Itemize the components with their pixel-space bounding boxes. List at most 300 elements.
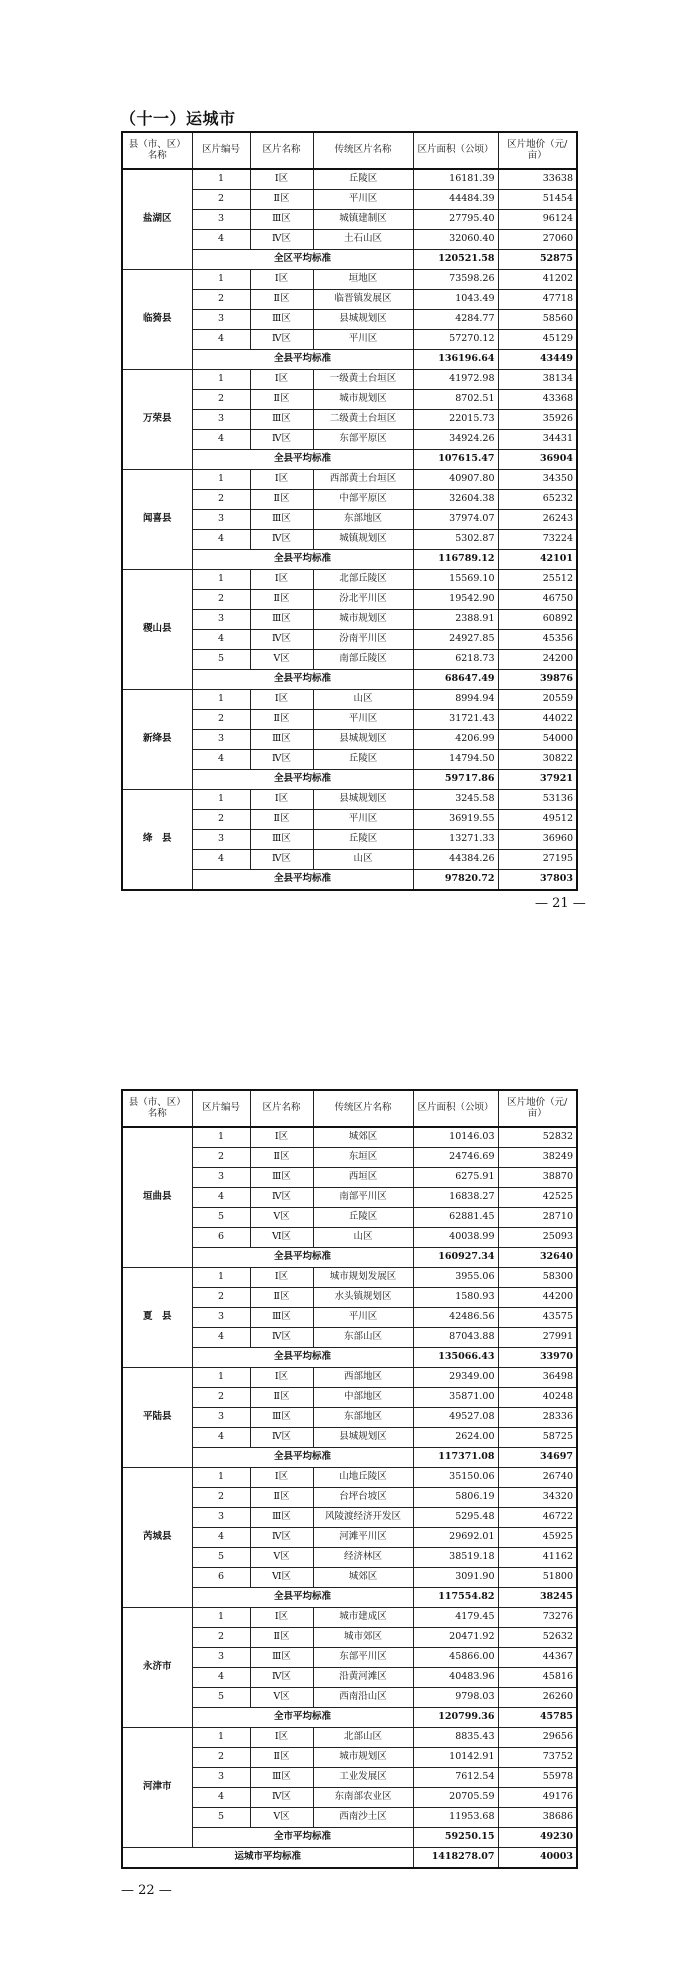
average-label: 全区平均标准 bbox=[192, 250, 413, 270]
zone-price: 35926 bbox=[498, 410, 577, 430]
zone-name: Ⅴ区 bbox=[250, 1808, 313, 1828]
zone-price: 58560 bbox=[498, 310, 577, 330]
average-price: 34697 bbox=[498, 1448, 577, 1468]
zone-name: Ⅳ区 bbox=[250, 1788, 313, 1808]
zone-number: 3 bbox=[192, 1508, 250, 1528]
zone-number: 2 bbox=[192, 390, 250, 410]
zone-name: Ⅱ区 bbox=[250, 490, 313, 510]
traditional-zone-name: 汾北平川区 bbox=[313, 590, 413, 610]
zone-price: 73752 bbox=[498, 1748, 577, 1768]
table-row bbox=[122, 570, 577, 590]
zone-number: 3 bbox=[192, 510, 250, 530]
zone-price: 38686 bbox=[498, 1808, 577, 1828]
zone-price: 28710 bbox=[498, 1208, 577, 1228]
traditional-zone-name: 北部山区 bbox=[313, 1728, 413, 1748]
zone-number: 3 bbox=[192, 310, 250, 330]
zone-price: 27060 bbox=[498, 230, 577, 250]
traditional-zone-name: 一级黄土台垣区 bbox=[313, 370, 413, 390]
zone-name: Ⅱ区 bbox=[250, 1748, 313, 1768]
average-price: 49230 bbox=[498, 1828, 577, 1848]
zone-area: 7612.54 bbox=[413, 1768, 498, 1788]
zone-area: 20705.59 bbox=[413, 1788, 498, 1808]
zone-price: 58300 bbox=[498, 1268, 577, 1288]
traditional-zone-name: 县城规划区 bbox=[313, 790, 413, 810]
zone-price: 20559 bbox=[498, 690, 577, 710]
traditional-zone-name: 城镇建制区 bbox=[313, 210, 413, 230]
zone-price: 73224 bbox=[498, 530, 577, 550]
traditional-zone-name: 县城规划区 bbox=[313, 730, 413, 750]
zone-price: 51800 bbox=[498, 1568, 577, 1588]
table-row bbox=[122, 1608, 577, 1628]
county-name: 垣曲县 bbox=[122, 1127, 192, 1268]
zone-number: 1 bbox=[192, 1728, 250, 1748]
average-price: 33970 bbox=[498, 1348, 577, 1368]
table-row bbox=[122, 470, 577, 490]
table-row bbox=[122, 1368, 577, 1388]
traditional-zone-name: 丘陵区 bbox=[313, 1208, 413, 1228]
zone-area: 5806.19 bbox=[413, 1488, 498, 1508]
traditional-zone-name: 西南沿山区 bbox=[313, 1688, 413, 1708]
zone-price: 44200 bbox=[498, 1288, 577, 1308]
traditional-zone-name: 水头镇规划区 bbox=[313, 1288, 413, 1308]
zone-area: 41972.98 bbox=[413, 370, 498, 390]
zone-price: 41202 bbox=[498, 270, 577, 290]
zone-price: 51454 bbox=[498, 190, 577, 210]
zone-number: 4 bbox=[192, 630, 250, 650]
traditional-zone-name: 平川区 bbox=[313, 1308, 413, 1328]
zone-number: 2 bbox=[192, 1628, 250, 1648]
average-area: 117371.08 bbox=[413, 1448, 498, 1468]
zone-number: 1 bbox=[192, 1608, 250, 1628]
zone-name: Ⅳ区 bbox=[250, 1528, 313, 1548]
zone-name: Ⅲ区 bbox=[250, 1768, 313, 1788]
zone-name: Ⅱ区 bbox=[250, 290, 313, 310]
zone-name: Ⅳ区 bbox=[250, 530, 313, 550]
header-county: 县（市、区）名称 bbox=[122, 1090, 192, 1127]
county-name: 夏 县 bbox=[122, 1268, 192, 1368]
table-header-row bbox=[122, 1090, 577, 1127]
zone-number: 4 bbox=[192, 530, 250, 550]
traditional-zone-name: 平川区 bbox=[313, 330, 413, 350]
zone-price: 33638 bbox=[498, 169, 577, 190]
zone-name: Ⅱ区 bbox=[250, 590, 313, 610]
traditional-zone-name: 城市郊区 bbox=[313, 1628, 413, 1648]
county-name: 平陆县 bbox=[122, 1368, 192, 1468]
traditional-zone-name: 二级黄土台垣区 bbox=[313, 410, 413, 430]
zone-area: 40038.99 bbox=[413, 1228, 498, 1248]
zone-area: 19542.90 bbox=[413, 590, 498, 610]
average-label: 全县平均标准 bbox=[192, 1248, 413, 1268]
zone-area: 3245.58 bbox=[413, 790, 498, 810]
zone-price: 26260 bbox=[498, 1688, 577, 1708]
zone-price: 38870 bbox=[498, 1168, 577, 1188]
zone-name: Ⅰ区 bbox=[250, 1127, 313, 1148]
traditional-zone-name: 风陵渡经济开发区 bbox=[313, 1508, 413, 1528]
zone-area: 6218.73 bbox=[413, 650, 498, 670]
traditional-zone-name: 城市规划区 bbox=[313, 1748, 413, 1768]
traditional-zone-name: 临晋镇发展区 bbox=[313, 290, 413, 310]
average-label: 全市平均标准 bbox=[192, 1708, 413, 1728]
zone-name: Ⅳ区 bbox=[250, 630, 313, 650]
traditional-zone-name: 丘陵区 bbox=[313, 830, 413, 850]
zone-area: 14794.50 bbox=[413, 750, 498, 770]
zone-price: 49512 bbox=[498, 810, 577, 830]
zone-number: 2 bbox=[192, 290, 250, 310]
county-name: 盐湖区 bbox=[122, 169, 192, 270]
traditional-zone-name: 山区 bbox=[313, 850, 413, 870]
zone-name: Ⅳ区 bbox=[250, 1328, 313, 1348]
traditional-zone-name: 东部平川区 bbox=[313, 1648, 413, 1668]
zone-name: Ⅳ区 bbox=[250, 1188, 313, 1208]
zone-price: 43368 bbox=[498, 390, 577, 410]
zone-name: Ⅲ区 bbox=[250, 1168, 313, 1188]
zone-name: Ⅰ区 bbox=[250, 1368, 313, 1388]
traditional-zone-name: 县城规划区 bbox=[313, 310, 413, 330]
zone-name: Ⅱ区 bbox=[250, 810, 313, 830]
average-area: 59250.15 bbox=[413, 1828, 498, 1848]
average-area: 136196.64 bbox=[413, 350, 498, 370]
zone-area: 44484.39 bbox=[413, 190, 498, 210]
traditional-zone-name: 平川区 bbox=[313, 190, 413, 210]
traditional-zone-name: 山区 bbox=[313, 1228, 413, 1248]
zone-name: Ⅳ区 bbox=[250, 750, 313, 770]
zone-number: 1 bbox=[192, 570, 250, 590]
zone-name: Ⅵ区 bbox=[250, 1568, 313, 1588]
traditional-zone-name: 东部地区 bbox=[313, 1408, 413, 1428]
traditional-zone-name: 台坪台坡区 bbox=[313, 1488, 413, 1508]
traditional-zone-name: 城市规划区 bbox=[313, 610, 413, 630]
zone-area: 40483.96 bbox=[413, 1668, 498, 1688]
zone-area: 38519.18 bbox=[413, 1548, 498, 1568]
traditional-zone-name: 平川区 bbox=[313, 810, 413, 830]
average-area: 117554.82 bbox=[413, 1588, 498, 1608]
page-number: — 21 — bbox=[535, 896, 586, 911]
zone-name: Ⅲ区 bbox=[250, 1508, 313, 1528]
zone-name: Ⅰ区 bbox=[250, 470, 313, 490]
traditional-zone-name: 东南部农业区 bbox=[313, 1788, 413, 1808]
header-zone-name: 区片名称 bbox=[250, 132, 313, 169]
zone-number: 2 bbox=[192, 1288, 250, 1308]
average-area: 68647.49 bbox=[413, 670, 498, 690]
zone-name: Ⅰ区 bbox=[250, 570, 313, 590]
zone-name: Ⅰ区 bbox=[250, 790, 313, 810]
zone-number: 2 bbox=[192, 1148, 250, 1168]
zone-price: 44367 bbox=[498, 1648, 577, 1668]
zone-price: 34431 bbox=[498, 430, 577, 450]
zone-price: 27991 bbox=[498, 1328, 577, 1348]
zone-name: Ⅵ区 bbox=[250, 1228, 313, 1248]
traditional-zone-name: 西部地区 bbox=[313, 1368, 413, 1388]
zone-name: Ⅴ区 bbox=[250, 1208, 313, 1228]
zone-number: 1 bbox=[192, 270, 250, 290]
zone-area: 4179.45 bbox=[413, 1608, 498, 1628]
zone-number: 3 bbox=[192, 610, 250, 630]
traditional-zone-name: 城市规划发展区 bbox=[313, 1268, 413, 1288]
zone-number: 2 bbox=[192, 1748, 250, 1768]
zone-name: Ⅲ区 bbox=[250, 610, 313, 630]
average-label: 全县平均标准 bbox=[192, 350, 413, 370]
zone-number: 4 bbox=[192, 850, 250, 870]
zone-area: 73598.26 bbox=[413, 270, 498, 290]
traditional-zone-name: 沿黄河滩区 bbox=[313, 1668, 413, 1688]
zone-number: 2 bbox=[192, 810, 250, 830]
zone-name: Ⅲ区 bbox=[250, 510, 313, 530]
zone-area: 34924.26 bbox=[413, 430, 498, 450]
zone-price: 60892 bbox=[498, 610, 577, 630]
zone-name: Ⅲ区 bbox=[250, 1308, 313, 1328]
header-price: 区片地价（元/亩） bbox=[498, 1090, 577, 1127]
zone-area: 20471.92 bbox=[413, 1628, 498, 1648]
zone-name: Ⅳ区 bbox=[250, 330, 313, 350]
zone-name: Ⅲ区 bbox=[250, 1408, 313, 1428]
zone-area: 8702.51 bbox=[413, 390, 498, 410]
average-price: 42101 bbox=[498, 550, 577, 570]
average-area: 97820.72 bbox=[413, 870, 498, 891]
zone-area: 27795.40 bbox=[413, 210, 498, 230]
zone-price: 30822 bbox=[498, 750, 577, 770]
zone-number: 2 bbox=[192, 590, 250, 610]
zone-price: 29656 bbox=[498, 1728, 577, 1748]
zone-name: Ⅲ区 bbox=[250, 830, 313, 850]
zone-name: Ⅰ区 bbox=[250, 1268, 313, 1288]
zone-price: 45129 bbox=[498, 330, 577, 350]
average-area: 160927.34 bbox=[413, 1248, 498, 1268]
zone-area: 40907.80 bbox=[413, 470, 498, 490]
average-area: 135066.43 bbox=[413, 1348, 498, 1368]
zone-number: 4 bbox=[192, 1188, 250, 1208]
zone-number: 4 bbox=[192, 230, 250, 250]
traditional-zone-name: 西垣区 bbox=[313, 1168, 413, 1188]
zone-number: 4 bbox=[192, 1528, 250, 1548]
zone-number: 5 bbox=[192, 1688, 250, 1708]
zone-price: 41162 bbox=[498, 1548, 577, 1568]
average-price: 45785 bbox=[498, 1708, 577, 1728]
zone-price: 46750 bbox=[498, 590, 577, 610]
grand-total-area: 1418278.07 bbox=[413, 1848, 498, 1869]
zone-price: 52632 bbox=[498, 1628, 577, 1648]
average-price: 43449 bbox=[498, 350, 577, 370]
average-price: 52875 bbox=[498, 250, 577, 270]
zone-price: 34350 bbox=[498, 470, 577, 490]
header-traditional-zone: 传统区片名称 bbox=[313, 1090, 413, 1127]
zone-area: 10142.91 bbox=[413, 1748, 498, 1768]
zone-area: 36919.55 bbox=[413, 810, 498, 830]
traditional-zone-name: 中部平原区 bbox=[313, 490, 413, 510]
zone-price: 46722 bbox=[498, 1508, 577, 1528]
traditional-zone-name: 城镇规划区 bbox=[313, 530, 413, 550]
zone-number: 3 bbox=[192, 1408, 250, 1428]
zone-number: 4 bbox=[192, 430, 250, 450]
header-price: 区片地价（元/亩） bbox=[498, 132, 577, 169]
zone-name: Ⅲ区 bbox=[250, 1648, 313, 1668]
table-body bbox=[122, 169, 577, 890]
traditional-zone-name: 城郊区 bbox=[313, 1568, 413, 1588]
zone-area: 44384.26 bbox=[413, 850, 498, 870]
average-price: 36904 bbox=[498, 450, 577, 470]
zone-price: 45816 bbox=[498, 1668, 577, 1688]
zone-area: 57270.12 bbox=[413, 330, 498, 350]
zone-name: Ⅱ区 bbox=[250, 1148, 313, 1168]
county-name: 闻喜县 bbox=[122, 470, 192, 570]
average-label: 全县平均标准 bbox=[192, 770, 413, 790]
average-label: 全县平均标准 bbox=[192, 450, 413, 470]
zone-price: 96124 bbox=[498, 210, 577, 230]
zone-price: 52832 bbox=[498, 1127, 577, 1148]
zone-name: Ⅴ区 bbox=[250, 1688, 313, 1708]
zone-area: 87043.88 bbox=[413, 1328, 498, 1348]
county-name: 芮城县 bbox=[122, 1468, 192, 1608]
zone-area: 15569.10 bbox=[413, 570, 498, 590]
zone-price: 36498 bbox=[498, 1368, 577, 1388]
table-row bbox=[122, 1268, 577, 1288]
zone-number: 1 bbox=[192, 790, 250, 810]
zone-number: 4 bbox=[192, 1428, 250, 1448]
average-price: 38245 bbox=[498, 1588, 577, 1608]
traditional-zone-name: 城郊区 bbox=[313, 1127, 413, 1148]
zone-number: 6 bbox=[192, 1228, 250, 1248]
zone-name: Ⅱ区 bbox=[250, 1628, 313, 1648]
table-row bbox=[122, 270, 577, 290]
table-row bbox=[122, 690, 577, 710]
zone-number: 2 bbox=[192, 1388, 250, 1408]
zone-number: 5 bbox=[192, 1548, 250, 1568]
grand-total-section bbox=[122, 1848, 577, 1869]
zone-area: 4206.99 bbox=[413, 730, 498, 750]
zone-area: 1580.93 bbox=[413, 1288, 498, 1308]
zone-price: 27195 bbox=[498, 850, 577, 870]
zone-number: 6 bbox=[192, 1568, 250, 1588]
zone-name: Ⅱ区 bbox=[250, 390, 313, 410]
zone-number: 1 bbox=[192, 370, 250, 390]
table-row bbox=[122, 169, 577, 190]
zone-name: Ⅰ区 bbox=[250, 169, 313, 190]
zone-price: 58725 bbox=[498, 1428, 577, 1448]
zone-name: Ⅰ区 bbox=[250, 690, 313, 710]
zone-area: 1043.49 bbox=[413, 290, 498, 310]
zone-name: Ⅲ区 bbox=[250, 210, 313, 230]
zone-area: 42486.56 bbox=[413, 1308, 498, 1328]
table-body bbox=[122, 1127, 577, 1848]
section-title: （十一）运城市 bbox=[120, 109, 236, 128]
traditional-zone-name: 平川区 bbox=[313, 710, 413, 730]
traditional-zone-name: 东部平原区 bbox=[313, 430, 413, 450]
zone-name: Ⅱ区 bbox=[250, 1388, 313, 1408]
traditional-zone-name: 东垣区 bbox=[313, 1148, 413, 1168]
traditional-zone-name: 西部黄土台垣区 bbox=[313, 470, 413, 490]
grand-total-price: 40003 bbox=[498, 1848, 577, 1869]
county-name: 临猗县 bbox=[122, 270, 192, 370]
zone-price: 40248 bbox=[498, 1388, 577, 1408]
zone-name: Ⅳ区 bbox=[250, 430, 313, 450]
zone-area: 6275.91 bbox=[413, 1168, 498, 1188]
zone-name: Ⅰ区 bbox=[250, 1608, 313, 1628]
zone-name: Ⅱ区 bbox=[250, 710, 313, 730]
zone-number: 5 bbox=[192, 1808, 250, 1828]
zone-area: 37974.07 bbox=[413, 510, 498, 530]
zone-number: 2 bbox=[192, 490, 250, 510]
zone-number: 1 bbox=[192, 690, 250, 710]
zone-area: 5302.87 bbox=[413, 530, 498, 550]
zone-number: 1 bbox=[192, 1468, 250, 1488]
zone-number: 5 bbox=[192, 650, 250, 670]
zone-number: 3 bbox=[192, 1308, 250, 1328]
zone-name: Ⅰ区 bbox=[250, 1728, 313, 1748]
county-name: 永济市 bbox=[122, 1608, 192, 1728]
traditional-zone-name: 城市建成区 bbox=[313, 1608, 413, 1628]
zone-area: 16181.39 bbox=[413, 169, 498, 190]
average-label: 全县平均标准 bbox=[192, 670, 413, 690]
traditional-zone-name: 山地丘陵区 bbox=[313, 1468, 413, 1488]
header-zone-name: 区片名称 bbox=[250, 1090, 313, 1127]
table-row bbox=[122, 1468, 577, 1488]
zone-price: 28336 bbox=[498, 1408, 577, 1428]
zone-price: 54000 bbox=[498, 730, 577, 750]
zone-name: Ⅳ区 bbox=[250, 230, 313, 250]
traditional-zone-name: 经济林区 bbox=[313, 1548, 413, 1568]
zone-number: 4 bbox=[192, 1668, 250, 1688]
zone-price: 26740 bbox=[498, 1468, 577, 1488]
traditional-zone-name: 工业发展区 bbox=[313, 1768, 413, 1788]
zone-area: 2388.91 bbox=[413, 610, 498, 630]
zone-area: 29692.01 bbox=[413, 1528, 498, 1548]
zone-price: 45925 bbox=[498, 1528, 577, 1548]
average-label: 全县平均标准 bbox=[192, 1448, 413, 1468]
county-name: 万荣县 bbox=[122, 370, 192, 470]
traditional-zone-name: 垣地区 bbox=[313, 270, 413, 290]
zone-area: 13271.33 bbox=[413, 830, 498, 850]
zone-price: 36960 bbox=[498, 830, 577, 850]
zone-price: 34320 bbox=[498, 1488, 577, 1508]
zone-name: Ⅱ区 bbox=[250, 1288, 313, 1308]
average-label: 全县平均标准 bbox=[192, 870, 413, 891]
zone-area: 5295.48 bbox=[413, 1508, 498, 1528]
zone-area: 31721.43 bbox=[413, 710, 498, 730]
average-price: 32640 bbox=[498, 1248, 577, 1268]
zone-number: 2 bbox=[192, 1488, 250, 1508]
average-area: 107615.47 bbox=[413, 450, 498, 470]
zone-number: 3 bbox=[192, 210, 250, 230]
zone-name: Ⅰ区 bbox=[250, 370, 313, 390]
header-county: 县（市、区）名称 bbox=[122, 132, 192, 169]
zone-area: 49527.08 bbox=[413, 1408, 498, 1428]
traditional-zone-name: 北部丘陵区 bbox=[313, 570, 413, 590]
zone-number: 2 bbox=[192, 710, 250, 730]
traditional-zone-name: 丘陵区 bbox=[313, 750, 413, 770]
zone-number: 5 bbox=[192, 1208, 250, 1228]
zone-price: 45356 bbox=[498, 630, 577, 650]
page-number: — 22 — bbox=[121, 1883, 172, 1898]
header-area: 区片面积（公顷） bbox=[413, 1090, 498, 1127]
county-name: 新绛县 bbox=[122, 690, 192, 790]
header-traditional-zone: 传统区片名称 bbox=[313, 132, 413, 169]
zone-area: 3955.06 bbox=[413, 1268, 498, 1288]
zone-name: Ⅳ区 bbox=[250, 850, 313, 870]
average-label: 全市平均标准 bbox=[192, 1828, 413, 1848]
county-name: 河津市 bbox=[122, 1728, 192, 1848]
zone-number: 4 bbox=[192, 750, 250, 770]
zone-price: 24200 bbox=[498, 650, 577, 670]
zone-name: Ⅱ区 bbox=[250, 1488, 313, 1508]
zone-name: Ⅰ区 bbox=[250, 270, 313, 290]
zone-area: 4284.77 bbox=[413, 310, 498, 330]
average-price: 39876 bbox=[498, 670, 577, 690]
zone-name: Ⅳ区 bbox=[250, 1668, 313, 1688]
zone-area: 32604.38 bbox=[413, 490, 498, 510]
zone-number: 1 bbox=[192, 1368, 250, 1388]
zone-area: 2624.00 bbox=[413, 1428, 498, 1448]
zone-area: 24927.85 bbox=[413, 630, 498, 650]
zone-number: 4 bbox=[192, 330, 250, 350]
